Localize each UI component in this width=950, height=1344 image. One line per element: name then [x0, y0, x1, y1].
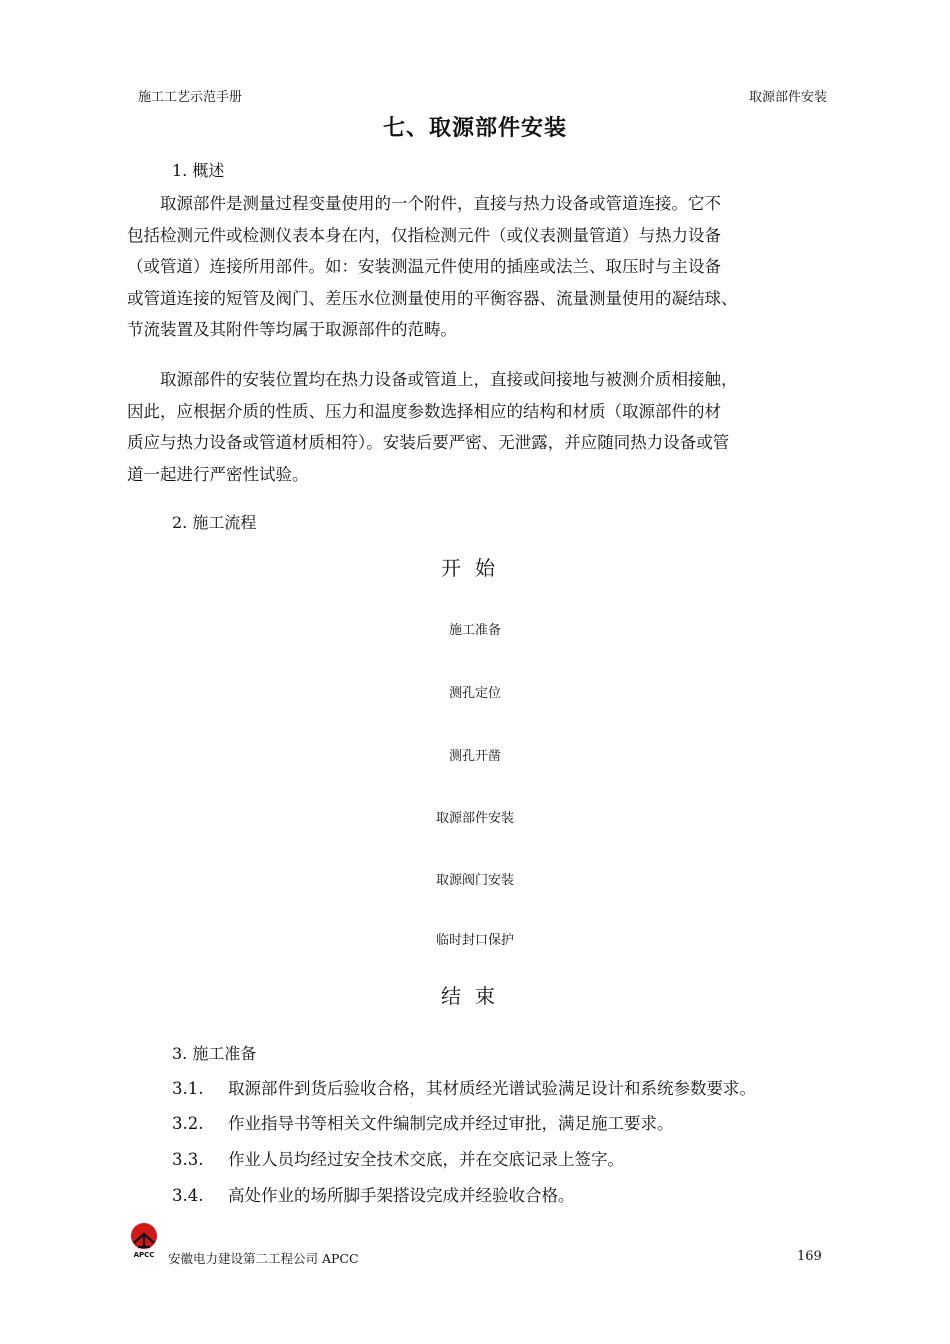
item-text: 作业人员均经过安全技术交底，并在交底记录上签字。	[228, 1150, 624, 1169]
flow-step-temporary-seal: 临时封口保护	[435, 933, 514, 948]
paragraph-line: 节流装置及其附件等均属于取源部件的范畴。	[127, 320, 457, 339]
footer-company: 安徽电力建设第二工程公司 APCC	[168, 1251, 359, 1266]
paragraph-line: 或管道连接的短管及阀门、差压水位测量使用的平衡容器、流量测量使用的凝结球、	[127, 288, 738, 308]
prep-item	[172, 1146, 624, 1170]
section-heading-process: 2. 施工流程	[172, 513, 257, 532]
prep-item	[172, 1110, 674, 1134]
item-text: 取源部件到货后验收合格，其材质经光谱试验满足设计和系统参数要求。	[228, 1079, 756, 1098]
overview-paragraph-1	[127, 188, 839, 346]
prep-item	[172, 1075, 756, 1099]
section-heading-preparation: 3. 施工准备	[172, 1044, 257, 1063]
item-text: 高处作业的场所脚手架搭设完成并经验收合格。	[228, 1186, 575, 1205]
paragraph-line: 取源部件是测量过程变量使用的一个附件，直接与热力设备或管道连接。它不	[127, 194, 721, 213]
chapter-title: 七、取源部件安装	[382, 116, 567, 141]
flow-step-locate-hole: 测孔定位	[448, 686, 501, 701]
prep-item	[172, 1182, 575, 1206]
flow-end: 结束	[441, 984, 509, 1008]
flow-step-prepare: 施工准备	[448, 623, 501, 638]
item-number: 3.2.	[172, 1114, 204, 1133]
running-header-left: 施工工艺示范手册	[138, 90, 243, 105]
paragraph-line: 取源部件的安装位置均在热力设备或管道上，直接或间接地与被测介质相接触，	[127, 370, 738, 389]
item-number: 3.3.	[172, 1150, 204, 1169]
paragraph-line: 道一起进行严密性试验。	[127, 464, 309, 484]
item-number: 3.4.	[172, 1186, 204, 1205]
item-number: 3.1.	[172, 1079, 204, 1098]
flow-step-install-valve: 取源阀门安装	[435, 873, 514, 888]
section-heading-overview: 1. 概述	[172, 161, 225, 180]
flow-start: 开始	[441, 556, 509, 580]
running-header-right: 取源部件安装	[748, 90, 827, 105]
company-logo	[124, 1219, 164, 1259]
flow-step-install-part: 取源部件安装	[435, 811, 514, 826]
paragraph-line: （或管道）连接所用部件。如：安装测温元件使用的插座或法兰、取压时与主设备	[127, 257, 721, 276]
paragraph-line: 质应与热力设备或管道材质相符）。安装后要严密、无泄露，并应随同热力设备或管	[127, 433, 730, 452]
logo-text: APCC	[133, 1251, 155, 1259]
overview-paragraph-2	[127, 364, 839, 490]
item-text: 作业指导书等相关文件编制完成并经过审批，满足施工要求。	[228, 1114, 674, 1133]
flow-step-drill-hole: 测孔开凿	[448, 749, 501, 764]
paragraph-line: 包括检测元件或检测仪表本身在内，仅指检测元件（或仪表测量管道）与热力设备	[127, 225, 721, 245]
paragraph-line: 因此，应根据介质的性质、压力和温度参数选择相应的结构和材质（取源部件的材	[127, 401, 721, 421]
page-number: 169	[797, 1249, 822, 1264]
